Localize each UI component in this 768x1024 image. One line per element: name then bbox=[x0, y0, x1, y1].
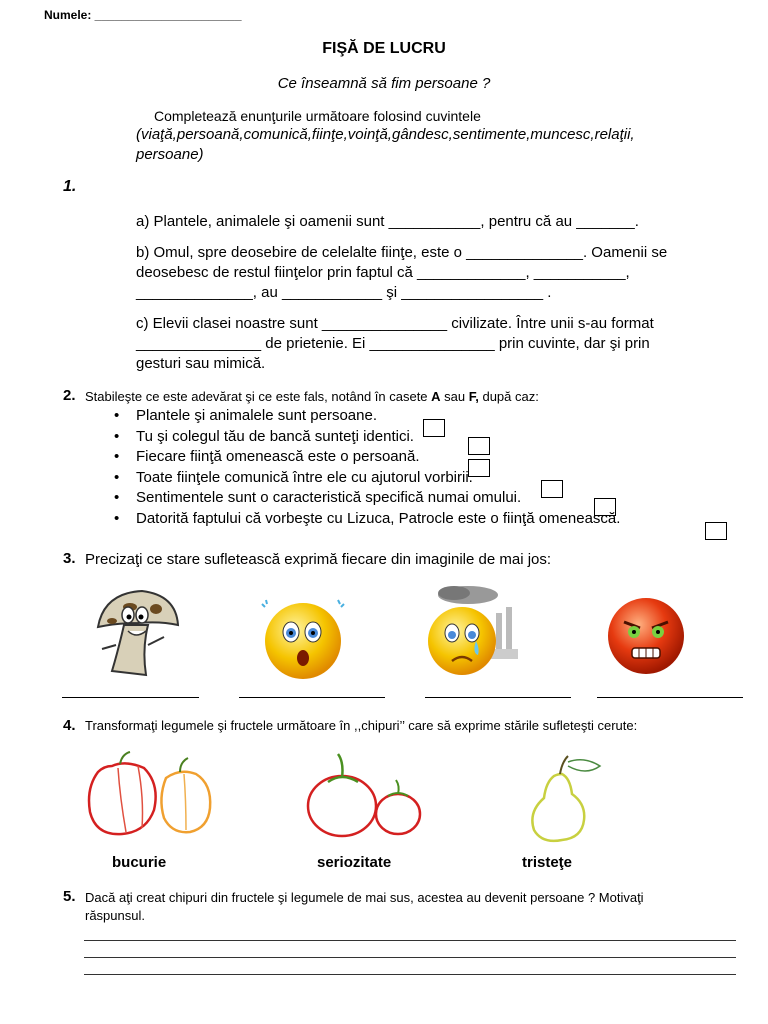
mushroom-character-icon bbox=[90, 585, 182, 680]
ex3-text: Precizaţi ce stare sufletească exprimă fiecare din imaginile de mai jos: bbox=[85, 551, 552, 568]
ex4-number: 4. bbox=[63, 717, 76, 734]
ex1-b1: b) Omul, spre deosebire de celelalte fiinţe, este o ______________. Oamenii se bbox=[136, 244, 668, 261]
list-item: • Tu şi colegul tău de bancă sunteţi identici. bbox=[114, 427, 620, 448]
crying-face-icon bbox=[424, 583, 520, 681]
ex2-number: 2. bbox=[63, 387, 76, 404]
caption-tristete: tristeţe bbox=[522, 854, 573, 871]
name-label: Numele: ______________________ bbox=[44, 8, 242, 22]
pear-icon bbox=[520, 752, 610, 844]
ex2-instr-mid: sau bbox=[440, 389, 469, 404]
caption-seriozitate: seriozitate bbox=[317, 854, 392, 871]
instruction-line2: (viaţă,persoană,comunică,fiinţe,voinţă,gândesc,sentimente,muncesc,relaţii, bbox=[136, 126, 635, 143]
answer-box-6[interactable] bbox=[705, 522, 727, 540]
ex3-number: 3. bbox=[63, 550, 76, 567]
writing-line-3[interactable] bbox=[84, 974, 736, 975]
instruction-line3: persoane) bbox=[136, 146, 204, 163]
answer-box-5[interactable] bbox=[594, 498, 616, 516]
ex2-instruction bbox=[85, 388, 539, 406]
peppers-icon bbox=[82, 748, 216, 840]
ex2-instr-a: A bbox=[431, 389, 441, 404]
ex2-instr-f: F, bbox=[468, 389, 479, 404]
ex5-line2: răspunsul. bbox=[85, 908, 145, 923]
ex5-number: 5. bbox=[63, 888, 76, 905]
ex1-c3: gesturi sau mimică. bbox=[136, 355, 266, 372]
list-item: • Datorită faptului că vorbeşte cu Lizuca, Patrocle este o fiinţă omenească. bbox=[114, 509, 620, 530]
ex1-c2: _______________ de prietenie. Ei _______________ prin cuvinte, dar şi prin bbox=[136, 335, 650, 352]
answer-box-2[interactable] bbox=[468, 437, 490, 455]
answer-box-1[interactable] bbox=[423, 419, 445, 437]
answer-line-2[interactable] bbox=[239, 697, 385, 698]
page-subtitle: Ce înseamnă să fim persoane ? bbox=[277, 75, 491, 92]
ex2-instr-post: după caz: bbox=[478, 389, 539, 404]
surprised-face-icon bbox=[258, 596, 348, 682]
answer-box-3[interactable] bbox=[468, 459, 490, 477]
ex2-statement-list bbox=[114, 406, 620, 529]
ex2-instr-pre: Stabileşte ce este adevărat şi ce este fals, notând în casete bbox=[85, 389, 432, 404]
ex4-text: Transformaţi legumele şi fructele următoare în ,,chipuri’’ care să exprime stările sufleteşti cerute: bbox=[85, 718, 638, 733]
answer-line-3[interactable] bbox=[425, 697, 571, 698]
answer-box-4[interactable] bbox=[541, 480, 563, 498]
angry-face-icon bbox=[604, 594, 688, 678]
list-item: • Sentimentele sunt o caracteristică specifică numai omului. bbox=[114, 488, 620, 509]
ex5-line1: Dacă aţi creat chipuri din fructele şi legumele de mai sus, acestea au devenit persoane ? Motivaţi bbox=[85, 890, 644, 905]
caption-bucurie: bucurie bbox=[112, 854, 167, 871]
ex1-c1: c) Elevii clasei noastre sunt _______________ civilizate. Între unii s-au format bbox=[136, 315, 654, 332]
ex1-b3: ______________, au ____________ şi _________________ . bbox=[136, 284, 552, 301]
ex1-a: a) Plantele, animalele şi oamenii sunt ___________, pentru că au _______. bbox=[136, 213, 639, 230]
list-item: • Toate fiinţele comunică între ele cu ajutorul vorbirii. bbox=[114, 468, 620, 489]
ex1-b2: deosebesc de restul fiinţelor prin faptul că _____________, ___________, bbox=[136, 264, 630, 281]
answer-line-4[interactable] bbox=[597, 697, 743, 698]
tomatoes-icon bbox=[298, 752, 424, 842]
answer-line-1[interactable] bbox=[62, 697, 199, 698]
ex1-number: 1. bbox=[63, 178, 77, 195]
writing-line-1[interactable] bbox=[84, 940, 736, 941]
instruction-line1: Completează enunţurile următoare folosind cuvintele bbox=[154, 108, 481, 124]
list-item: • Plantele şi animalele sunt persoane. bbox=[114, 406, 620, 427]
list-item: • Fiecare fiinţă omenească este o persoană. bbox=[114, 447, 620, 468]
page-title: FIŞĂ DE LUCRU bbox=[322, 40, 446, 57]
writing-line-2[interactable] bbox=[84, 957, 736, 958]
